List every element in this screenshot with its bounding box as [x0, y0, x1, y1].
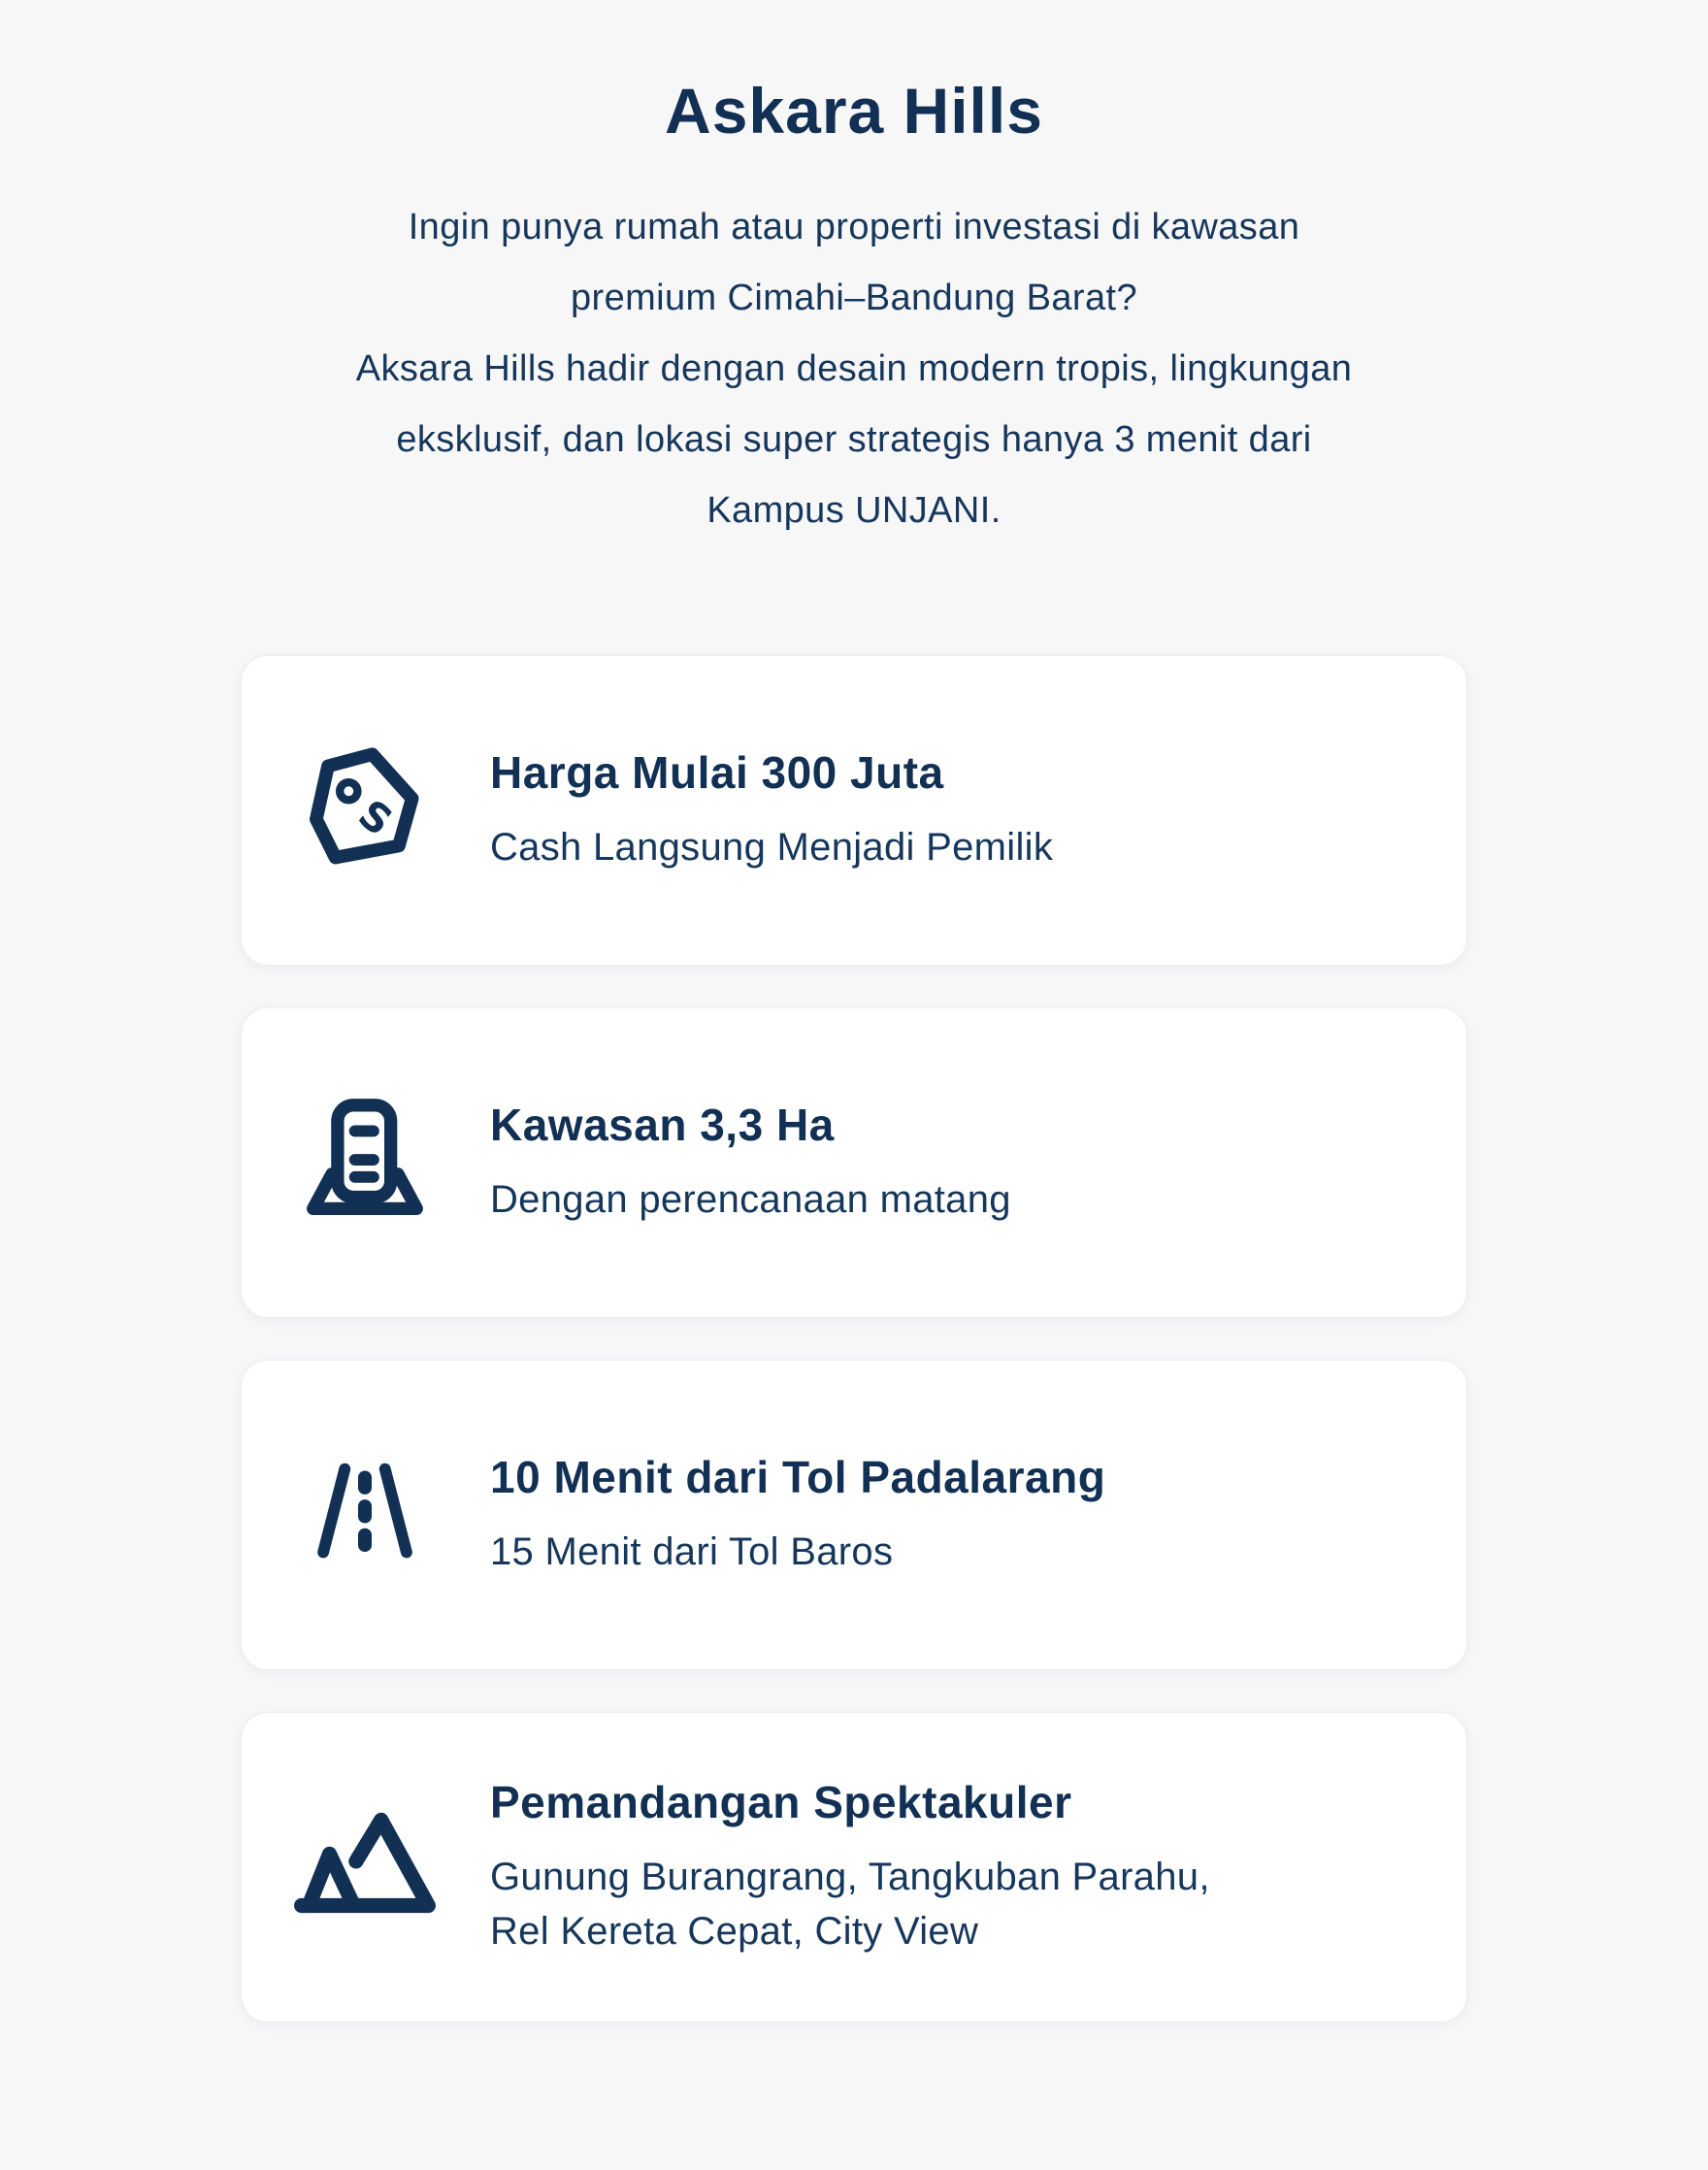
price-tag-icon	[284, 737, 445, 884]
intro-line: Aksara Hills hadir dengan desain modern tropis, lingkungan	[355, 348, 1353, 389]
card-subtitle: 15 Menit dari Tol Baros	[490, 1530, 894, 1573]
intro-line: Ingin punya rumah atau properti investasi di kawasan	[408, 207, 1300, 247]
intro-line: eksklusif, dan lokasi super strategis hanya 3 menit dari	[396, 419, 1312, 460]
page-title: Askara Hills	[665, 75, 1043, 147]
intro-line: Kampus UNJANI.	[706, 490, 1002, 531]
feature-card-area	[241, 1007, 1467, 1318]
mountains-icon	[284, 1808, 445, 1926]
card-subtitle: Cash Langsung Menjadi Pemilik	[490, 826, 1054, 869]
road-icon	[284, 1443, 445, 1587]
tower-on-land-icon	[284, 1091, 445, 1234]
intro-text	[0, 192, 1708, 546]
card-title: 10 Menit dari Tol Padalarang	[490, 1452, 1106, 1502]
card-title: Pemandangan Spektakuler	[490, 1777, 1072, 1827]
card-title: Kawasan 3,3 Ha	[490, 1100, 835, 1150]
feature-card-price	[241, 655, 1467, 966]
card-subtitle: Dengan perencanaan matang	[490, 1178, 1011, 1221]
card-subtitle: Gunung Burangrang, Tangkuban Parahu,	[490, 1856, 1210, 1898]
feature-card-view	[241, 1712, 1467, 2022]
feature-card-list	[241, 655, 1467, 2022]
feature-card-access	[241, 1360, 1467, 1670]
card-subtitle: Rel Kereta Cepat, City View	[490, 1910, 979, 1953]
intro-line: premium Cimahi–Bandung Barat?	[570, 278, 1137, 318]
svg-text:S: S	[349, 790, 402, 845]
card-title: Harga Mulai 300 Juta	[490, 747, 944, 798]
